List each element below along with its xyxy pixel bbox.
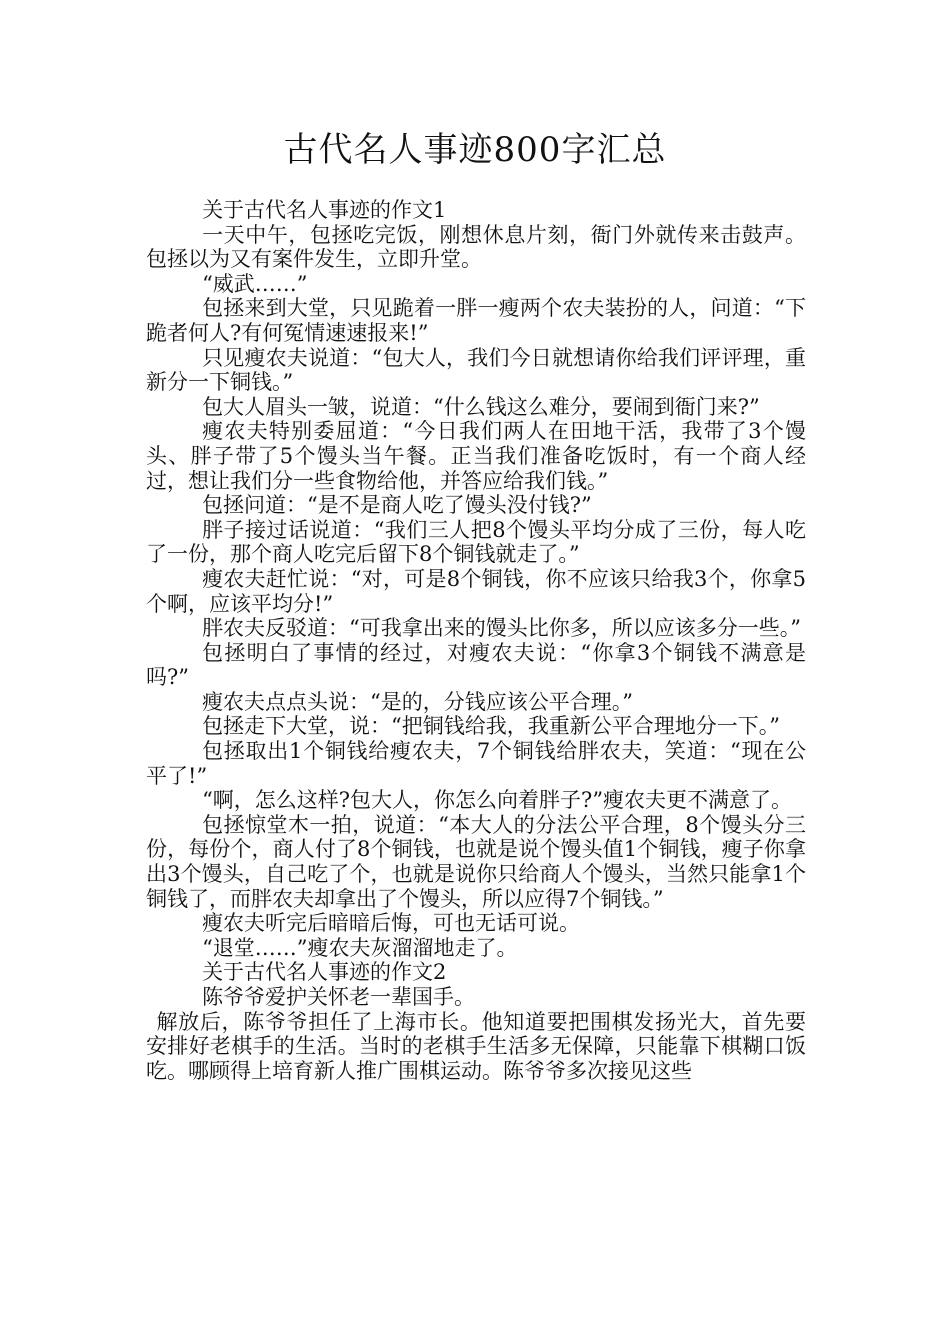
paragraph: 只见瘦农夫说道：“包大人，我们今日就想请你给我们评评理，重新分一下铜钱。” xyxy=(146,345,806,395)
paragraph: 胖农夫反驳道：“可我拿出来的馒头比你多，所以应该多分一些。” xyxy=(202,616,802,641)
paragraph: 包拯取出1个铜钱给瘦农夫，7个铜钱给胖农夫，笑道：“现在公平了!” xyxy=(146,739,806,788)
paragraph: 瘦农夫点点头说：“是的，分钱应该公平合理。” xyxy=(202,689,634,714)
paragraph: 包拯明白了事情的经过，对瘦农夫说：“你拿3个铜钱不满意是吗?” xyxy=(146,640,806,690)
paragraph: “啊，怎么这样?包大人，你怎么向着胖子?”瘦农夫更不满意了。 xyxy=(202,788,793,813)
paragraph: 包拯走下大堂，说：“把铜钱给我，我重新公平合理地分一下。” xyxy=(202,714,781,739)
paragraph: 瘦农夫特别委屈道：“今日我们两人在田地干活，我带了3个馒头、胖子带了5个馒头当午餐。正当我们准备吃饭时，有一个商人经过，想让我们分一些食物给他，并答应给我们钱。” xyxy=(146,419,806,493)
document-body xyxy=(146,198,806,1083)
section-heading-2: 关于古代名人事迹的作文2 xyxy=(202,960,447,985)
section-heading-1: 关于古代名人事迹的作文1 xyxy=(202,198,447,222)
paragraph: 包拯来到大堂，只见跪着一胖一瘦两个农夫装扮的人，问道：“下跪者何人?有何冤情速速报来!” xyxy=(146,296,806,345)
paragraph: 一天中午，包拯吃完饭，刚想休息片刻，衙门外就传来击鼓声。包拯以为又有案件发生，立即升堂。 xyxy=(146,222,806,272)
paragraph: 陈爷爷爱护关怀老一辈国手。 xyxy=(202,985,476,1009)
paragraph: 胖子接过话说道：“我们三人把8个馒头平均分成了三份，每人吃了一份，那个商人吃完后留下8个铜钱就走了。” xyxy=(146,517,806,567)
paragraph: 解放后，陈爷爷担任了上海市长。他知道要把围棋发扬光大，首先要安排好老棋手的生活。当时的老棋手生活多无保障，只能靠下棋糊口饭吃。哪顾得上培育新人推广围棋运动。陈爷爷多次接见这些 xyxy=(146,1009,806,1083)
document-title: 古代名人事迹800字汇总 xyxy=(283,130,667,170)
paragraph: 包拯问道：“是不是商人吃了馒头没付钱?” xyxy=(202,493,592,518)
paragraph: 包拯惊堂木一拍，说道：“本大人的分法公平合理，8个馒头分三份，每份个，商人付了8个铜钱，也就是说个馒头值1个铜钱，瘦子你拿出3个馒头，自己吃了个，也就是说你只给商人个馒头，当然只能拿1个铜钱了，而胖农夫却拿出了个馒头，所以应得7个铜钱。” xyxy=(146,812,806,911)
paragraph: 瘦农夫赶忙说：“对，可是8个铜钱，你不应该只给我3个，你拿5个啊，应该平均分!” xyxy=(146,566,806,616)
paragraph: “威武……” xyxy=(202,271,308,296)
paragraph: 瘦农夫听完后暗暗后悔，可也无话可说。 xyxy=(202,911,581,936)
paragraph: 包大人眉头一皱，说道：“什么钱这么难分，要闹到衙门来?” xyxy=(202,394,760,419)
paragraph: “退堂……”瘦农夫灰溜溜地走了。 xyxy=(202,935,518,960)
